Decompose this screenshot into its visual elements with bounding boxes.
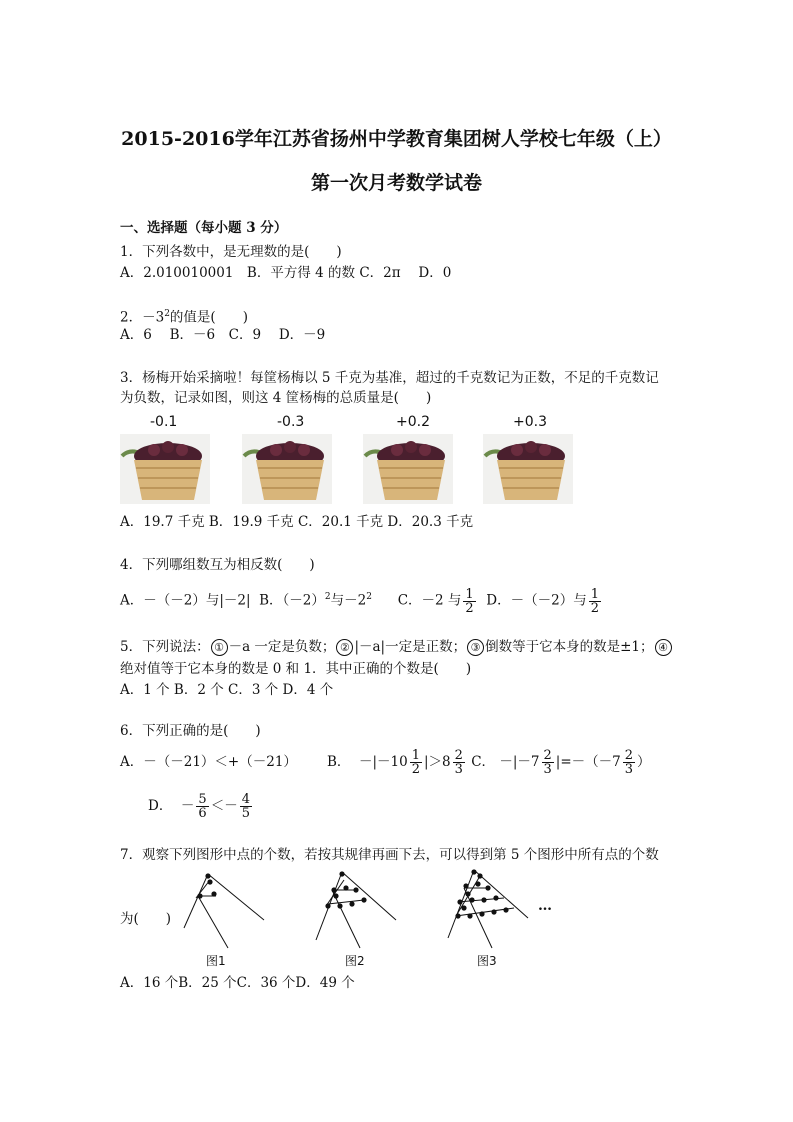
q5-circled-1: ① [211, 639, 228, 656]
q6-option-d-frac1: $\frac{5}{6}$ [198, 792, 207, 821]
q5-options: A．1 个 B．2 个 C．3 个 D．4 个 [120, 682, 334, 698]
q5-stem-line1 [120, 638, 673, 656]
q4-option-b-mid: 与－2 [330, 592, 367, 609]
figure-1 [180, 868, 270, 952]
figure-2 [312, 868, 402, 952]
q6-option-c-frac2: $\frac{2}{3}$ [624, 748, 634, 777]
q2-exponent: 2 [164, 309, 170, 319]
basket-label-3: +0.2 [396, 414, 430, 430]
basket-label-4: +0.3 [513, 414, 547, 430]
q3-options: A．19.7 千克 B．19.9 千克 C．20.1 千克 D．20.3 千克 [120, 514, 474, 530]
q6-option-d-label: D． [148, 798, 173, 814]
q2-options: A．6 B．－6 C．9 D．－9 [120, 327, 326, 343]
q6-option-b-frac2: $\frac{2}{3}$ [454, 748, 463, 777]
q4-option-d-fraction: $\frac{1}{2}$ [590, 586, 599, 616]
q6-option-d-frac2: $\frac{4}{5}$ [241, 792, 250, 821]
q6-option-b-label: B． [326, 754, 351, 770]
basket-label-1: -0.1 [150, 414, 178, 430]
q5-text-c: |－a|一定是正数； [354, 639, 467, 655]
q6-option-c-frac1: $\frac{2}{3}$ [543, 748, 552, 777]
basket-image-1 [120, 434, 210, 504]
q4-option-a: A．－（－2）与|－2| [120, 592, 251, 609]
q4-stem: 4．下列哪组数互为相反数( ) [120, 557, 315, 573]
figure-2-label: 图2 [345, 954, 365, 968]
q6-stem: 6．下列正确的是( ) [120, 723, 261, 739]
q1-options: A．2.010010001 B．平方得 4 的数 C．2π D．0 [120, 265, 452, 281]
q5-text-a: 5．下列说法： [120, 639, 210, 655]
q6-option-c-pre: －|－7 [499, 754, 540, 770]
q6-option-a: A．－（－21）＜+（－21） [120, 754, 297, 770]
q4-options [120, 582, 603, 616]
q6-option-c-mid: |=－（－7 [555, 754, 621, 770]
q5-text-d: 倒数等于它本身的数是±1； [485, 639, 654, 655]
q4-option-c: C．－2 与 [397, 592, 462, 609]
q4-option-b-prefix: B．（－2） [259, 592, 325, 609]
q4-option-b-exp2: 2 [366, 592, 372, 602]
q6-option-b-mid: |＞8 [424, 754, 451, 770]
q6-option-d-pre: － [180, 798, 195, 814]
q6-option-d [148, 790, 254, 822]
figure-ellipsis: … [538, 898, 552, 914]
q4-option-b-exp1: 2 [324, 592, 331, 602]
figure-1-label: 图1 [206, 954, 226, 968]
basket-image-2 [242, 434, 332, 504]
q3-stem-line2: 为负数，记录如图，则这 4 筐杨梅的总质量是( ) [120, 390, 432, 406]
q4-option-d: D．－（－2）与 [486, 592, 587, 609]
q6-option-b-pre: －|－10 [358, 754, 408, 770]
q5-circled-3: ③ [467, 639, 484, 656]
figure-3-label: 图3 [477, 954, 497, 968]
section-heading: 一、选择题（每小题 3 分） [120, 220, 288, 236]
q6-options-abc [120, 746, 651, 778]
basket-label-2: -0.3 [277, 414, 305, 430]
q6-option-b-frac1: $\frac{1}{2}$ [411, 748, 420, 777]
q3-stem-line1: 3．杨梅开始采摘啦！每筐杨梅以 5 千克为基准，超过的千克数记为正数，不足的千克数记 [120, 370, 659, 386]
q2-stem-suffix: 的值是( ) [169, 309, 248, 326]
q6-option-c-end: ） [637, 754, 651, 770]
q7-options: A．16 个B．25 个C．36 个D．49 个 [120, 975, 355, 991]
basket-image-3 [363, 434, 453, 504]
q5-text-b: －a 一定是负数； [228, 639, 336, 655]
q7-stem-line2: 为( ) [120, 911, 172, 927]
q6-option-d-mid: ＜－ [210, 798, 238, 814]
q2-stem-prefix: 2．－3 [120, 309, 165, 326]
q6-option-c-label: C． [471, 754, 496, 770]
figure-3 [444, 866, 534, 952]
q1-stem: 1．下列各数中，是无理数的是( ) [120, 244, 342, 260]
exam-title-line1: 2015-2016学年江苏省扬州中学教育集团树人学校七年级（上） [121, 128, 672, 150]
q5-circled-4: ④ [655, 639, 672, 656]
q2-stem [120, 305, 248, 327]
exam-title-line2: 第一次月考数学试卷 [310, 172, 482, 194]
q7-stem-line1: 7．观察下列图形中点的个数，若按其规律再画下去，可以得到第 5 个图形中所有点的个数 [120, 847, 659, 863]
basket-image-4 [483, 434, 573, 504]
q5-circled-2: ② [336, 639, 353, 656]
q5-stem-line2: 绝对值等于它本身的数是 0 和 1．其中正确的个数是( ) [120, 661, 472, 677]
q4-option-c-fraction: $\frac{1}{2}$ [465, 586, 474, 616]
